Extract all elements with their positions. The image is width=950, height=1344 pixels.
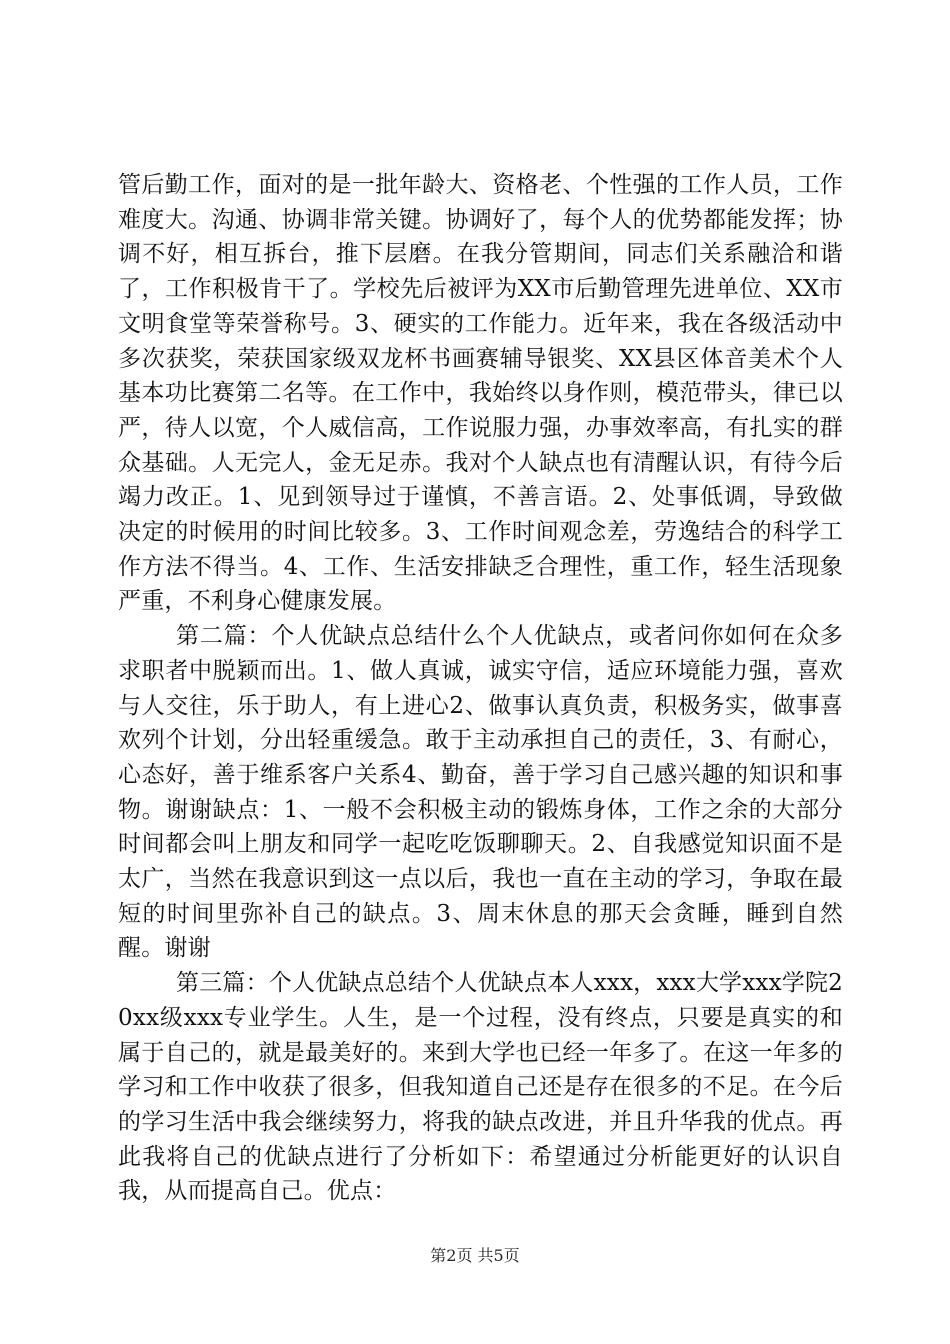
document-body <box>118 168 843 1209</box>
paragraph-part-three: 第三篇：个人优缺点总结个人优缺点本人xxx，xxx大学xxx学院20xx级xxx专业学生。人生，是一个过程，没有终点，只要是真实的和属于自己的，就是最美好的。来到大学也已经一年多了。在这一年多的学习和工作中收获了很多，但我知道自己还是存在很多的不足。在今后的学习生活中我会继续努力，将我的缺点改进，并且升华我的优点。再此我将自己的优缺点进行了分析如下：希望通过分析能更好的认识自我，从而提高自己。优点： <box>118 970 843 1205</box>
paragraph-continued: 管后勤工作，面对的是一批年龄大、资格老、个性强的工作人员，工作难度大。沟通、协调非常关键。协调好了，每个人的优势都能发挥；协调不好，相互拆台，推下层磨。在我分管期间，同志们关系融洽和谐了，工作积极肯干了。学校先后被评为XX市后勤管理先进单位、XX市文明食堂等荣誉称号。3、硬实的工作能力。近年来，我在各级活动中多次获奖，荣获国家级双龙杯书画赛辅导银奖、XX县区体音美术个人基本功比赛第二名等。在工作中，我始终以身作则，模范带头，律已以严，待人以宽，个人威信高，工作说服力强，办事效率高，有扎实的群众基础。人无完人，金无足赤。我对个人缺点也有清醒认识，有待今后竭力改正。1、见到领导过于谨慎，不善言语。2、处事低调，导致做决定的时候用的时间比较多。3、工作时间观念差，劳逸结合的科学工作方法不得当。4、工作、生活安排缺乏合理性，重工作，轻生活现象严重，不利身心健康发展。 <box>118 172 843 615</box>
page-number-footer: 第2页 共5页 <box>430 1246 520 1265</box>
paragraph-part-two: 第二篇：个人优缺点总结什么个人优缺点，或者问你如何在众多求职者中脱颖而出。1、做人真诚，诚实守信，适应环境能力强，喜欢与人交往，乐于助人，有上进心2、做事认真负责，积极务实，做事喜欢列个计划，分出轻重缓急。敢于主动承担自己的责任，3、有耐心，心态好，善于维系客户关系4、勤奋，善于学习自己感兴趣的知识和事物。谢谢缺点：1、一般不会积极主动的锻炼身体，工作之余的大部分时间都会叫上朋友和同学一起吃吃饭聊聊天。2、自我感觉知识面不是太广，当然在我意识到这一点以后，我也一直在主动的学习，争取在最短的时间里弥补自己的缺点。3、周末休息的那天会贪睡，睡到自然醒。谢谢 <box>118 623 843 962</box>
